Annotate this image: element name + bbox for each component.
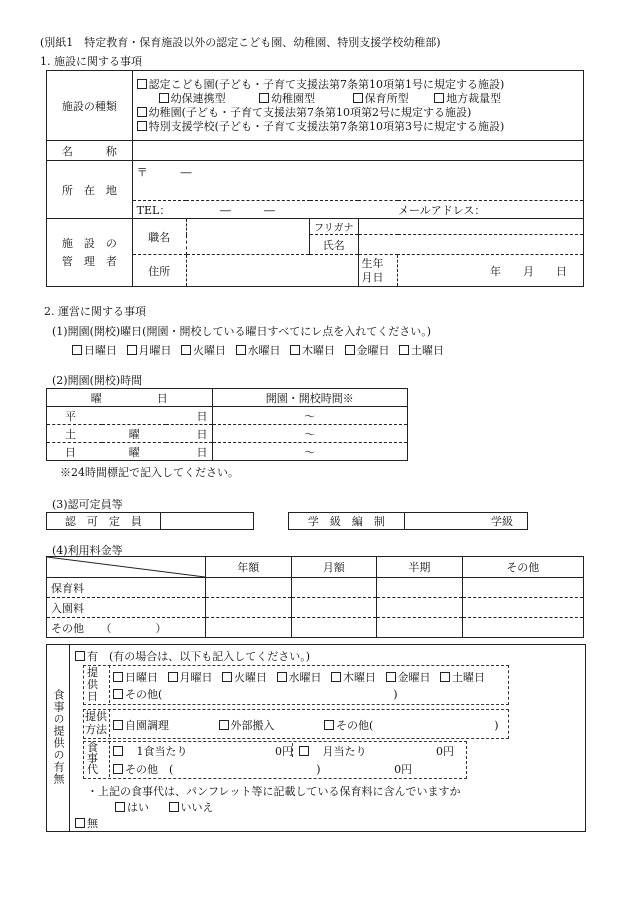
checkbox[interactable] — [324, 720, 334, 730]
fee-cell[interactable] — [206, 618, 292, 638]
offer-day-label — [87, 667, 98, 703]
fee-table — [46, 556, 584, 638]
kind-option: 幼稚園(子ども・子育て支援法第7条第10項第2号に規定する施設) — [148, 105, 472, 119]
checkbox[interactable] — [113, 672, 123, 682]
email-label: メールアドレス： — [397, 203, 486, 217]
name-label: 名 称 — [47, 141, 133, 161]
postal-field[interactable]: 〒 ― — [132, 161, 583, 201]
day-option: 水曜日 — [288, 671, 322, 684]
checkbox[interactable] — [386, 672, 396, 682]
meal-box — [46, 644, 586, 832]
class-label: 学 級 編 制 — [289, 513, 405, 530]
kind-option: 特別支援学校(子ども・子育て支援法第7条第10項第3号に規定する施設) — [148, 119, 505, 133]
fullname-label: 氏名 — [310, 235, 359, 255]
divider — [109, 709, 110, 737]
days-options — [72, 342, 444, 358]
fee-cell[interactable] — [291, 598, 377, 618]
fee-cell[interactable] — [291, 578, 377, 598]
checkbox[interactable] — [113, 764, 123, 774]
checkbox[interactable] — [115, 802, 125, 812]
divider — [109, 741, 110, 777]
checkbox[interactable] — [290, 345, 300, 355]
cost-per-month-value[interactable]: 0円 — [436, 745, 454, 758]
capacity-table — [46, 512, 254, 530]
method-label-1: 提供 — [85, 710, 107, 723]
hours-row-day: 日 — [166, 407, 212, 425]
method-option: 自園調理 — [125, 719, 169, 732]
capacity-label: 認 可 定 員 — [47, 513, 161, 530]
kind-option: 地方裁量型 — [446, 91, 502, 105]
hours-table — [46, 388, 408, 461]
offer-day-char: 日 — [87, 690, 98, 703]
hours-header-time: 開園・開校時間※ — [212, 389, 407, 407]
cost-per-meal-value[interactable]: 0円 — [275, 745, 293, 758]
facility-kind-options — [132, 71, 583, 141]
address-label: 所 在 地 — [47, 161, 133, 219]
checkbox[interactable] — [127, 345, 137, 355]
pamphlet-answers — [115, 799, 214, 815]
meal-yes-label: 有 (有の場合は、以下も記入してください。) — [87, 650, 311, 663]
checkbox[interactable] — [168, 672, 178, 682]
checkbox[interactable] — [75, 818, 85, 828]
checkbox[interactable] — [440, 672, 450, 682]
checkbox[interactable] — [259, 93, 269, 103]
job-field[interactable] — [186, 219, 309, 255]
checkbox[interactable] — [159, 93, 169, 103]
fee-cell[interactable] — [206, 578, 292, 598]
fee-col-header: 年額 — [206, 557, 292, 578]
hours-row-time[interactable]: ～ — [212, 407, 407, 425]
cost-per-month — [299, 743, 454, 759]
day-option: 水曜日 — [247, 344, 281, 357]
diagonal-line — [47, 557, 205, 577]
hours-header-day: 曜 日 — [47, 389, 213, 407]
capacity-title: (3)認可定員等 — [52, 498, 123, 511]
day-option: 月曜日 — [138, 344, 172, 357]
fullname-field[interactable] — [358, 235, 583, 255]
class-table — [288, 512, 528, 530]
method-option: 外部搬入 — [230, 719, 275, 732]
fee-cell[interactable] — [377, 578, 463, 598]
fee-cell[interactable] — [462, 598, 583, 618]
checkbox[interactable] — [169, 802, 179, 812]
cost-char: 食 — [87, 741, 98, 754]
fee-title: (4)利用料金等 — [52, 544, 123, 557]
fee-col-header: 月額 — [291, 557, 377, 578]
day-option: 火曜日 — [234, 671, 267, 684]
manager-label-line1: 施 設 の — [61, 236, 117, 250]
meal-no-option — [75, 815, 98, 831]
checkbox[interactable] — [353, 93, 363, 103]
day-option: 木曜日 — [343, 671, 376, 684]
hours-row-time[interactable]: ～ — [212, 443, 407, 461]
kind-option: 幼保連携型 — [170, 91, 226, 105]
meal-yes-option — [75, 648, 310, 664]
cost-label — [87, 742, 98, 775]
cost-per-month-label: 月当たり — [322, 745, 367, 758]
capacity-field[interactable] — [160, 513, 253, 530]
days-title: (1)開園(開校)曜日(開園・開校している曜日すべてにレ点を入れてください。) — [52, 325, 432, 338]
checkbox[interactable] — [181, 345, 191, 355]
day-option: 火曜日 — [193, 344, 226, 357]
checkbox[interactable] — [113, 746, 123, 756]
hours-row-day: 曜 — [102, 443, 166, 461]
birth-label-2: 月日 — [361, 270, 384, 284]
cost-char: 代 — [87, 763, 98, 776]
checkbox[interactable] — [277, 672, 287, 682]
cost-other-label: その他 ( ) — [125, 763, 321, 776]
residence-field[interactable] — [186, 255, 358, 287]
job-label: 職名 — [132, 219, 186, 255]
checkbox[interactable] — [399, 345, 409, 355]
checkbox[interactable] — [219, 720, 229, 730]
day-option: 土曜日 — [411, 344, 444, 357]
facility-kind-label: 施設の種類 — [47, 71, 133, 141]
cost-other — [113, 761, 412, 777]
kind-option: 保育所型 — [364, 91, 409, 105]
offer-day-char: 供 — [87, 678, 98, 691]
day-option: 木曜日 — [302, 344, 335, 357]
fee-cell[interactable] — [291, 618, 377, 638]
fee-cell[interactable] — [377, 618, 463, 638]
no-label: いいえ — [180, 801, 214, 814]
email-field[interactable] — [398, 201, 584, 219]
tel-field[interactable]: TEL： ― ― — [132, 201, 398, 219]
kind-option: 幼稚園型 — [271, 91, 316, 105]
kind-option: 認定こども園(子ども・子育て支援法第7条第10項第1号に規定する施設) — [148, 77, 505, 91]
checkbox[interactable] — [72, 345, 82, 355]
checkbox[interactable] — [113, 689, 123, 699]
hours-row-day — [102, 407, 166, 425]
birth-label-1: 生年 — [361, 256, 384, 270]
fee-col-header: 半期 — [377, 557, 463, 578]
day-option: 日曜日 — [84, 344, 117, 357]
fee-cell[interactable] — [377, 598, 463, 618]
checkbox[interactable] — [137, 121, 147, 131]
checkbox[interactable] — [222, 672, 232, 682]
day-option: 日曜日 — [125, 671, 158, 684]
cost-char: 事 — [87, 752, 98, 765]
manager-label-line2: 管 理 者 — [61, 254, 117, 268]
fee-cell[interactable] — [206, 598, 292, 618]
birthdate-field[interactable]: 年 月 日 — [398, 255, 584, 287]
meal-no-label: 無 — [87, 817, 98, 830]
hours-row-day: 土 — [47, 425, 103, 443]
fee-cell[interactable] — [462, 578, 583, 598]
fee-row-label: その他 （ ） — [47, 618, 206, 638]
birthdate-label — [358, 255, 398, 287]
checkbox[interactable] — [113, 720, 123, 730]
hours-row-day: 日 — [47, 443, 103, 461]
fee-col-header: その他 — [462, 557, 583, 578]
cost-per-meal-label: 1食当たり — [136, 745, 188, 758]
hours-row-day: 日 — [166, 443, 212, 461]
checkbox[interactable] — [137, 79, 147, 89]
checkbox[interactable] — [137, 107, 147, 117]
day-option: 土曜日 — [452, 671, 485, 684]
class-field[interactable]: 学級 — [404, 513, 527, 530]
offer-day-char: 提 — [87, 666, 98, 679]
hours-row-day: 日 — [166, 425, 212, 443]
offer-day-options — [113, 669, 485, 685]
hours-note: ※24時間標記で記入してください。 — [60, 466, 239, 479]
checkbox[interactable] — [299, 746, 309, 756]
name-field[interactable] — [132, 141, 583, 161]
method-label-2: 方法 — [85, 723, 107, 736]
residence-label: 住所 — [132, 255, 186, 287]
fee-row-label: 保育料 — [47, 578, 206, 598]
checkbox[interactable] — [434, 93, 444, 103]
fee-row-label: 入園料 — [47, 598, 206, 618]
pamphlet-question: ・上記の食事代は、パンフレット等に記載している保育料に含んでいますか — [87, 785, 461, 798]
manager-label — [47, 219, 133, 287]
furigana-field[interactable] — [358, 219, 583, 235]
method-label — [85, 710, 107, 736]
checkbox[interactable] — [236, 345, 246, 355]
section-2-title: 2. 運営に関する事項 — [44, 305, 146, 318]
cost-per-meal — [113, 743, 293, 759]
fee-cell[interactable] — [462, 618, 583, 638]
checkbox[interactable] — [345, 345, 355, 355]
fee-corner — [47, 557, 206, 578]
cost-other-value[interactable]: 0円 — [394, 763, 413, 776]
divider — [109, 665, 110, 703]
offer-other-label: その他( ) — [125, 688, 398, 701]
furigana-label: フリガナ — [310, 219, 359, 235]
hours-row-time[interactable]: ～ — [212, 425, 407, 443]
meal-side-label: 食事の提供の有無 — [52, 689, 65, 785]
hours-row-day: 曜 — [102, 425, 166, 443]
method-option: その他( ) — [336, 719, 499, 732]
hours-title: (2)開園(開校)時間 — [52, 374, 143, 387]
day-option: 月曜日 — [179, 671, 213, 684]
doc-header: (別紙1 特定教育・保育施設以外の認定こども園、幼稚園、特別支援学校幼稚部) — [40, 36, 441, 49]
day-option: 金曜日 — [397, 671, 431, 684]
hours-row-day: 平 — [47, 407, 103, 425]
checkbox[interactable] — [75, 651, 85, 661]
facility-table — [46, 70, 584, 287]
offer-day-other — [113, 686, 398, 702]
method-options — [113, 717, 499, 733]
yes-label: はい — [127, 801, 149, 814]
checkbox[interactable] — [331, 672, 341, 682]
day-option: 金曜日 — [356, 344, 390, 357]
divider — [292, 743, 293, 757]
section-1-title: 1. 施設に関する事項 — [40, 55, 142, 68]
